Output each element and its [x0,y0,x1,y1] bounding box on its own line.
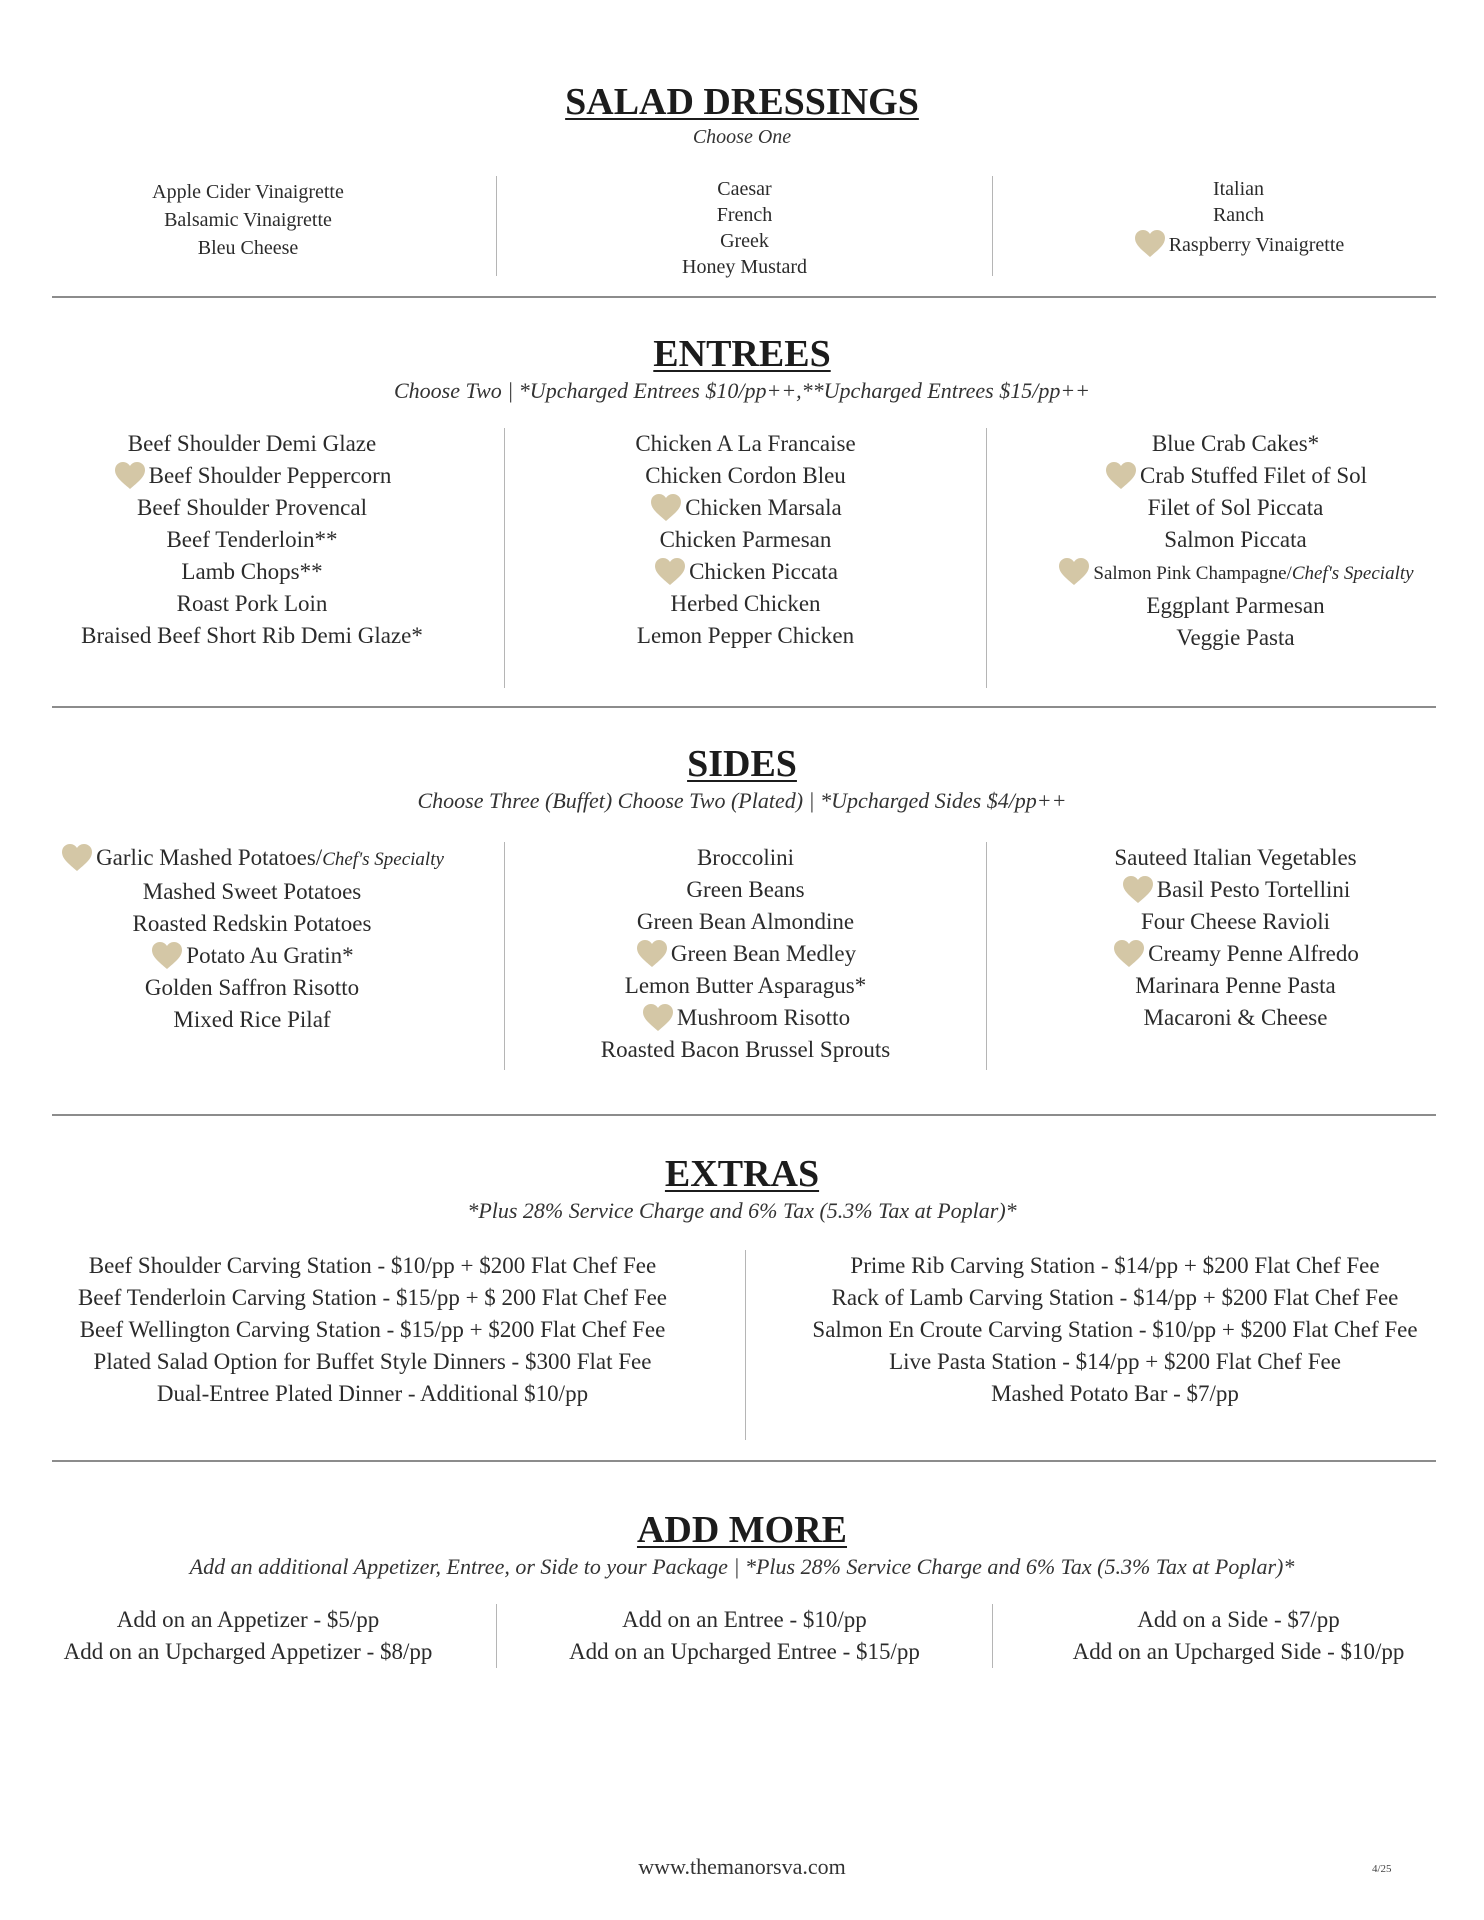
list-item: Italian [1212,178,1265,200]
sides-title: SIDES [687,743,797,785]
list-item: Chicken A La Francaise [635,431,856,456]
list-item: Mixed Rice Pilaf [173,1007,331,1032]
list-item: Chicken Parmesan [659,527,832,552]
item-label: Beef Shoulder Peppercorn [148,463,392,488]
extras-header [0,1152,1484,1226]
list-item: Add on an Entree - $10/pp [622,1607,867,1632]
list-item: Beef Shoulder Provencal [137,495,367,520]
heart-icon [150,940,184,970]
list-item [505,938,986,970]
list-item: Add on an Upcharged Appetizer - $8/pp [63,1639,433,1664]
divider [52,706,1436,708]
add-more-columns [0,1604,1484,1668]
list-item: Blue Crab Cakes* [1151,431,1320,456]
extras-title: EXTRAS [664,1153,820,1195]
list-item: Mashed Sweet Potatoes [142,879,362,904]
list-item: Add on a Side - $7/pp [1137,1607,1340,1632]
list-item [505,492,986,524]
item-label: Creamy Penne Alfredo [1148,941,1359,966]
list-item [0,460,504,492]
item-label: Salmon Pink Champagne/ [1093,563,1292,584]
item-label: Potato Au Gratin* [186,943,354,968]
divider [52,296,1436,298]
heart-icon [60,842,94,872]
list-item: Add on an Upcharged Side - $10/pp [1072,1639,1405,1664]
entrees-col-2 [504,428,986,688]
dressings-columns [0,176,1484,276]
list-item: Braised Beef Short Rib Demi Glaze* [81,623,423,648]
list-item: Salmon Piccata [1164,527,1307,552]
add-more-header [0,1508,1484,1582]
list-item [987,938,1484,970]
add-more-col-2 [496,1604,992,1668]
list-item: Salmon En Croute Carving Station - $10/pp + $200 Flat Chef Fee [812,1317,1418,1342]
entrees-col-3 [986,428,1484,688]
heart-icon [1133,228,1167,258]
list-item: Prime Rib Carving Station - $14/pp + $200 Flat Chef Fee [850,1253,1380,1278]
item-label: Chicken Piccata [689,559,838,584]
extras-subtitle: *Plus 28% Service Charge and 6% Tax (5.3% Tax at Poplar)* [467,1198,1017,1223]
list-item: Beef Shoulder Carving Station - $10/pp + $200 Flat Chef Fee [88,1253,657,1278]
list-item: Lemon Butter Asparagus* [624,973,867,998]
item-label: Basil Pesto Tortellini [1156,877,1351,902]
chef-specialty-label: Chef's Specialty [1291,563,1414,584]
list-item: Golden Saffron Risotto [144,975,360,1000]
list-item: Roasted Redskin Potatoes [132,911,372,936]
list-item: Plated Salad Option for Buffet Style Dinners - $300 Flat Fee [93,1349,652,1374]
list-item: Beef Tenderloin** [166,527,338,552]
list-item: Mashed Potato Bar - $7/pp [991,1381,1239,1406]
list-item: Add on an Upcharged Entree - $15/pp [569,1639,920,1664]
entrees-header [0,332,1484,406]
list-item: Eggplant Parmesan [1146,593,1325,618]
item-label: Crab Stuffed Filet of Sol [1139,463,1367,488]
list-item: Green Bean Almondine [636,909,855,934]
item-label: Raspberry Vinaigrette [1168,234,1345,256]
dressings-col-2 [496,176,992,276]
dressings-col-3 [992,176,1484,276]
dressings-subtitle: Choose One [692,126,792,148]
item-label: Garlic Mashed Potatoes/ [96,845,323,870]
list-item: Beef Wellington Carving Station - $15/pp + $200 Flat Chef Fee [79,1317,666,1342]
heart-icon [1121,874,1155,904]
list-item: Dual-Entree Plated Dinner - Additional $10/pp [156,1381,589,1406]
list-item: Chicken Cordon Bleu [645,463,846,488]
add-more-col-1 [0,1604,496,1668]
list-item: Apple Cider Vinaigrette [152,181,344,203]
list-item: Caesar [717,178,772,200]
list-item: Green Beans [686,877,805,902]
list-item: Roast Pork Loin [176,591,328,616]
list-item [987,556,1484,590]
divider [52,1114,1436,1116]
sides-subtitle: Choose Three (Buffet) Choose Two (Plated) | *Upcharged Sides $4/pp++ [417,788,1067,813]
entrees-title: ENTREES [653,333,831,375]
list-item: Ranch [1212,204,1265,226]
item-label: Mushroom Risotto [676,1005,851,1030]
extras-col-1 [0,1250,745,1440]
heart-icon [1104,460,1138,490]
heart-icon [653,556,687,586]
sides-header [0,742,1484,816]
heart-icon [641,1002,675,1032]
sides-col-3 [986,842,1484,1070]
page-number: 4/25 [1372,1863,1392,1875]
item-label: Chicken Marsala [685,495,842,520]
list-item: Roasted Bacon Brussel Sprouts [600,1037,891,1062]
heart-icon [113,460,147,490]
list-item: Live Pasta Station - $14/pp + $200 Flat Chef Fee [889,1349,1341,1374]
list-item [0,940,504,972]
extras-col-2 [745,1250,1484,1440]
footer-website[interactable]: www.themanorsva.com [638,1854,846,1879]
list-item: Lamb Chops** [181,559,323,584]
list-item: Four Cheese Ravioli [1140,909,1331,934]
list-item [0,842,504,876]
sides-col-1 [0,842,504,1070]
item-label: Green Bean Medley [670,941,857,966]
entrees-columns [0,428,1484,688]
divider [52,1460,1436,1462]
heart-icon [1112,938,1146,968]
list-item: Bleu Cheese [197,237,299,259]
list-item: Veggie Pasta [1176,625,1295,650]
add-more-subtitle: Add an additional Appetizer, Entree, or Side to your Package | *Plus 28% Service Charge and 6% Tax (5.3% Tax at Poplar)* [189,1554,1295,1579]
list-item [505,556,986,588]
sides-columns [0,842,1484,1070]
entrees-col-1 [0,428,504,688]
heart-icon [649,492,683,522]
heart-icon [1057,556,1091,586]
add-more-col-3 [992,1604,1484,1668]
dressings-title: SALAD DRESSINGS [565,81,919,123]
chef-specialty-label: Chef's Specialty [322,849,444,870]
list-item: Lemon Pepper Chicken [636,623,855,648]
entrees-subtitle: Choose Two | *Upcharged Entrees $10/pp++,**Upcharged Entrees $15/pp++ [393,378,1091,403]
list-item: Herbed Chicken [670,591,821,616]
list-item: Beef Tenderloin Carving Station - $15/pp + $ 200 Flat Chef Fee [77,1285,668,1310]
heart-icon [635,938,669,968]
list-item [987,460,1484,492]
list-item: Filet of Sol Piccata [1147,495,1324,520]
dressings-col-1 [0,176,496,276]
list-item: Beef Shoulder Demi Glaze [127,431,377,456]
list-item: Macaroni & Cheese [1143,1005,1328,1030]
list-item: Add on an Appetizer - $5/pp [116,1607,380,1632]
list-item: Marinara Penne Pasta [1135,973,1336,998]
dressings-header [0,80,1484,152]
list-item: Rack of Lamb Carving Station - $14/pp + $200 Flat Chef Fee [831,1285,1399,1310]
list-item: Greek [720,230,769,252]
list-item: Balsamic Vinaigrette [164,209,332,231]
list-item [505,1002,986,1034]
list-item: French [716,204,773,226]
sides-col-2 [504,842,986,1070]
list-item [993,228,1484,258]
extras-columns [0,1250,1484,1440]
list-item [987,874,1484,906]
list-item: Sauteed Italian Vegetables [1114,845,1357,870]
add-more-title: ADD MORE [636,1509,848,1551]
list-item: Honey Mustard [682,256,807,278]
list-item: Broccolini [696,845,795,870]
